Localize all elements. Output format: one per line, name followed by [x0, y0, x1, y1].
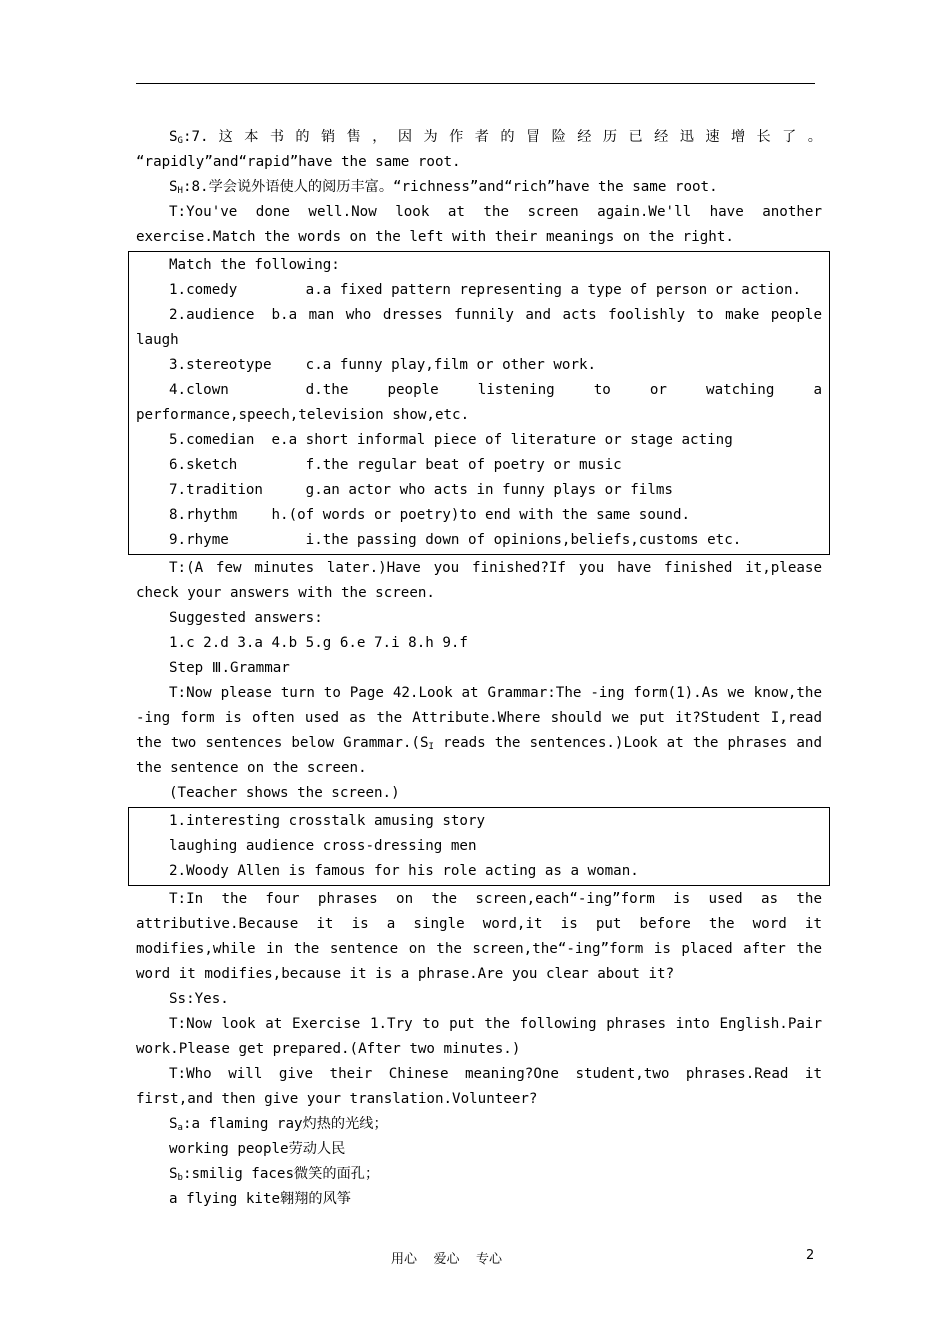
student-a-line: $S_a:a$ flaming ray灼热的光线；: [169, 1116, 388, 1133]
student-b-line: $S_b:smilig$ faces微笑的面孔；: [169, 1166, 380, 1183]
footer-motto: 用心 爱心 专心: [391, 1252, 503, 1267]
student-b-line-2: a flying kite翱翔的风筝: [169, 1191, 351, 1207]
match-item: 1.comedy a.a fixed pattern representing a type of person or action.: [169, 282, 802, 298]
page-footer: [0, 1248, 950, 1268]
grammar-phrases-2: laughing audience cross-dressing men: [169, 838, 477, 854]
match-box: [128, 251, 830, 555]
student-g-line: $S_G:7$. 这 本 书 的 销 售 ， 因 为 作 者 的 冒 险 经 历 已 经 迅 速 增 长 了 。: [169, 129, 822, 146]
match-item: 4.clown d.the people listening to or watching a: [169, 382, 822, 398]
student-g-note: “rapidly”and“rapid”have the same root.: [136, 154, 461, 170]
match-item: 3.stereotype c.a funny play,film or other work.: [169, 357, 597, 373]
teacher-shows-note: (Teacher shows the screen.): [169, 785, 400, 801]
teacher-line-3: T:Now please turn to Page 42.Look at Grammar:The -ing form(1).As we know,the -ing form is often used as the Attribute.Where should we put it?Student I,read the two sentences below $Grammar.(S_I$ reads the sentences.)Look at the phrases and the sentence on the screen.: [136, 685, 823, 776]
student-a-line-2: working people劳动人民: [169, 1141, 346, 1157]
student-h-line: $S_H:8$.学会说外语使人的阅历丰富。“richness”and“rich”have the same root.: [169, 179, 718, 196]
match-item: 7.tradition g.an actor who acts in funny plays or films: [169, 482, 673, 498]
match-item: 9.rhyme i.the passing down of opinions,beliefs,customs etc.: [169, 532, 742, 548]
match-item-continuation: performance,speech,television show,etc.: [136, 407, 470, 423]
match-item: 6.sketch f.the regular beat of poetry or music: [169, 457, 622, 473]
grammar-box: [128, 807, 830, 886]
suggested-answers-label: Suggested answers:: [169, 610, 323, 626]
teacher-line-5: T:Now look at Exercise 1.Try to put the following phrases into English.Pair work.Please get prepared.(After two minutes.): [136, 1016, 822, 1057]
match-item: 2.audience b.a man who dresses funnily and acts foolishly to make people: [169, 307, 822, 323]
page-number: 2: [806, 1248, 815, 1263]
match-item-continuation: laugh: [136, 332, 179, 348]
match-item: 8.rhythm h.(of words or poetry)to end with the same sound.: [169, 507, 691, 523]
header-rule: [136, 83, 815, 84]
teacher-line-1: T:You've done well.Now look at the screen again.We'll have another exercise.Match the words on the left with their meanings on the right.: [136, 204, 822, 245]
page-body: [136, 125, 822, 1212]
teacher-line-6: T:Who will give their Chinese meaning?One student,two phrases.Read it first,and then give your translation.Volunteer?: [136, 1066, 822, 1107]
grammar-sentence: 2.Woody Allen is famous for his role acting as a woman.: [169, 863, 639, 879]
teacher-line-2: T:(A few minutes later.)Have you finished?If you have finished it,please check your answers with the screen.: [136, 560, 822, 601]
step-heading: Step Ⅲ.Grammar: [169, 660, 290, 676]
match-heading: Match the following:: [169, 257, 340, 273]
match-item: 5.comedian e.a short informal piece of literature or stage acting: [169, 432, 733, 448]
grammar-phrases-1: 1.interesting crosstalk amusing story: [169, 813, 486, 829]
teacher-line-4: T:In the four phrases on the screen,each“-ing”form is used as the attributive.Because it is a single word,it is put before the word it modifies,while in the sentence on the screen,the“-ing”form is placed after the word it modifies,because it is a phrase.Are you clear about it?: [136, 891, 822, 982]
answer-key: 1.c 2.d 3.a 4.b 5.g 6.e 7.i 8.h 9.f: [169, 635, 468, 651]
students-reply: Ss:Yes.: [169, 991, 229, 1007]
